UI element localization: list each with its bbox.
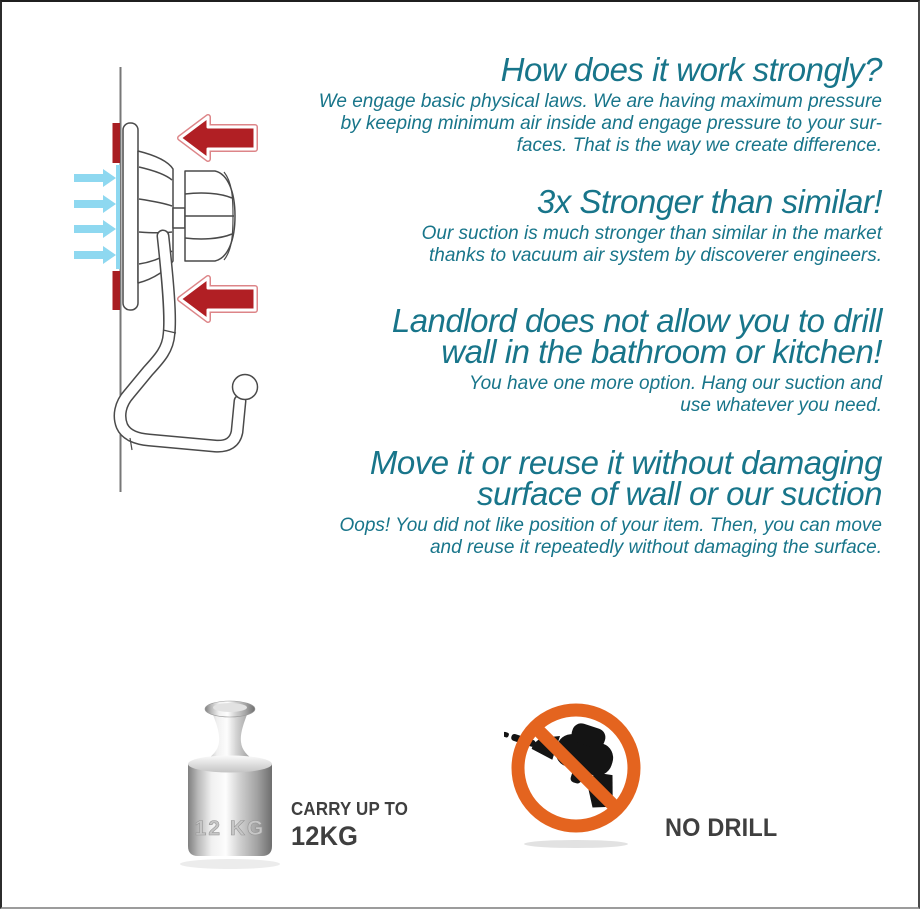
section-body: You have one more option. Hang our suction and use whatever you need.: [468, 373, 882, 416]
vacuum-line: [116, 165, 120, 269]
no-drill-label: NO DRILL: [665, 814, 778, 842]
section-body: Our suction is much stronger than similar in the market thanks to vacuum air system by discoverer engineers.: [421, 223, 882, 266]
section-heading: Landlord does not allow you to drill: [391, 302, 882, 339]
section-heading: 3x Stronger than similar!: [536, 183, 882, 220]
section-stronger: [282, 183, 882, 267]
weight-shadow: [180, 859, 280, 869]
section-heading: surface of wall or our suction: [476, 475, 882, 512]
section-landlord: [282, 302, 882, 417]
weight-engraving: 12 KG: [194, 817, 266, 840]
carry-value: 12KG: [291, 821, 359, 851]
hook-ball-end: [233, 375, 258, 400]
section-move-reuse: [282, 444, 882, 559]
pressure-arrow-bottom-icon: [180, 278, 255, 320]
section-how-it-works: [282, 51, 882, 157]
pressure-arrow-top-icon: [180, 117, 255, 159]
section-heading: wall in the bathroom or kitchen!: [441, 333, 882, 370]
section-heading: How does it work strongly?: [500, 51, 882, 88]
section-body: We engage basic physical laws. We are having maximum pressure by keeping minimum air inside and engage pressure to your sur- faces. That is the way we create difference.: [318, 91, 882, 156]
suction-hook-wall-diagram: [2, 2, 322, 512]
section-body: Oops! You did not like position of your item. Then, you can move and reuse it repeatedly without damaging the surface.: [339, 515, 882, 558]
air-flow-arrows-icon: [74, 169, 116, 264]
no-drill-icon: [504, 696, 654, 851]
weight-icon: [170, 694, 290, 874]
seal-bar-bottom: [113, 271, 121, 310]
carry-capacity-label: [291, 799, 408, 852]
no-drill-shadow: [524, 840, 628, 848]
seal-bar-top: [113, 123, 121, 163]
section-heading: Move it or reuse it without damaging: [369, 444, 882, 481]
carry-title: CARRY UP TO: [291, 799, 409, 819]
